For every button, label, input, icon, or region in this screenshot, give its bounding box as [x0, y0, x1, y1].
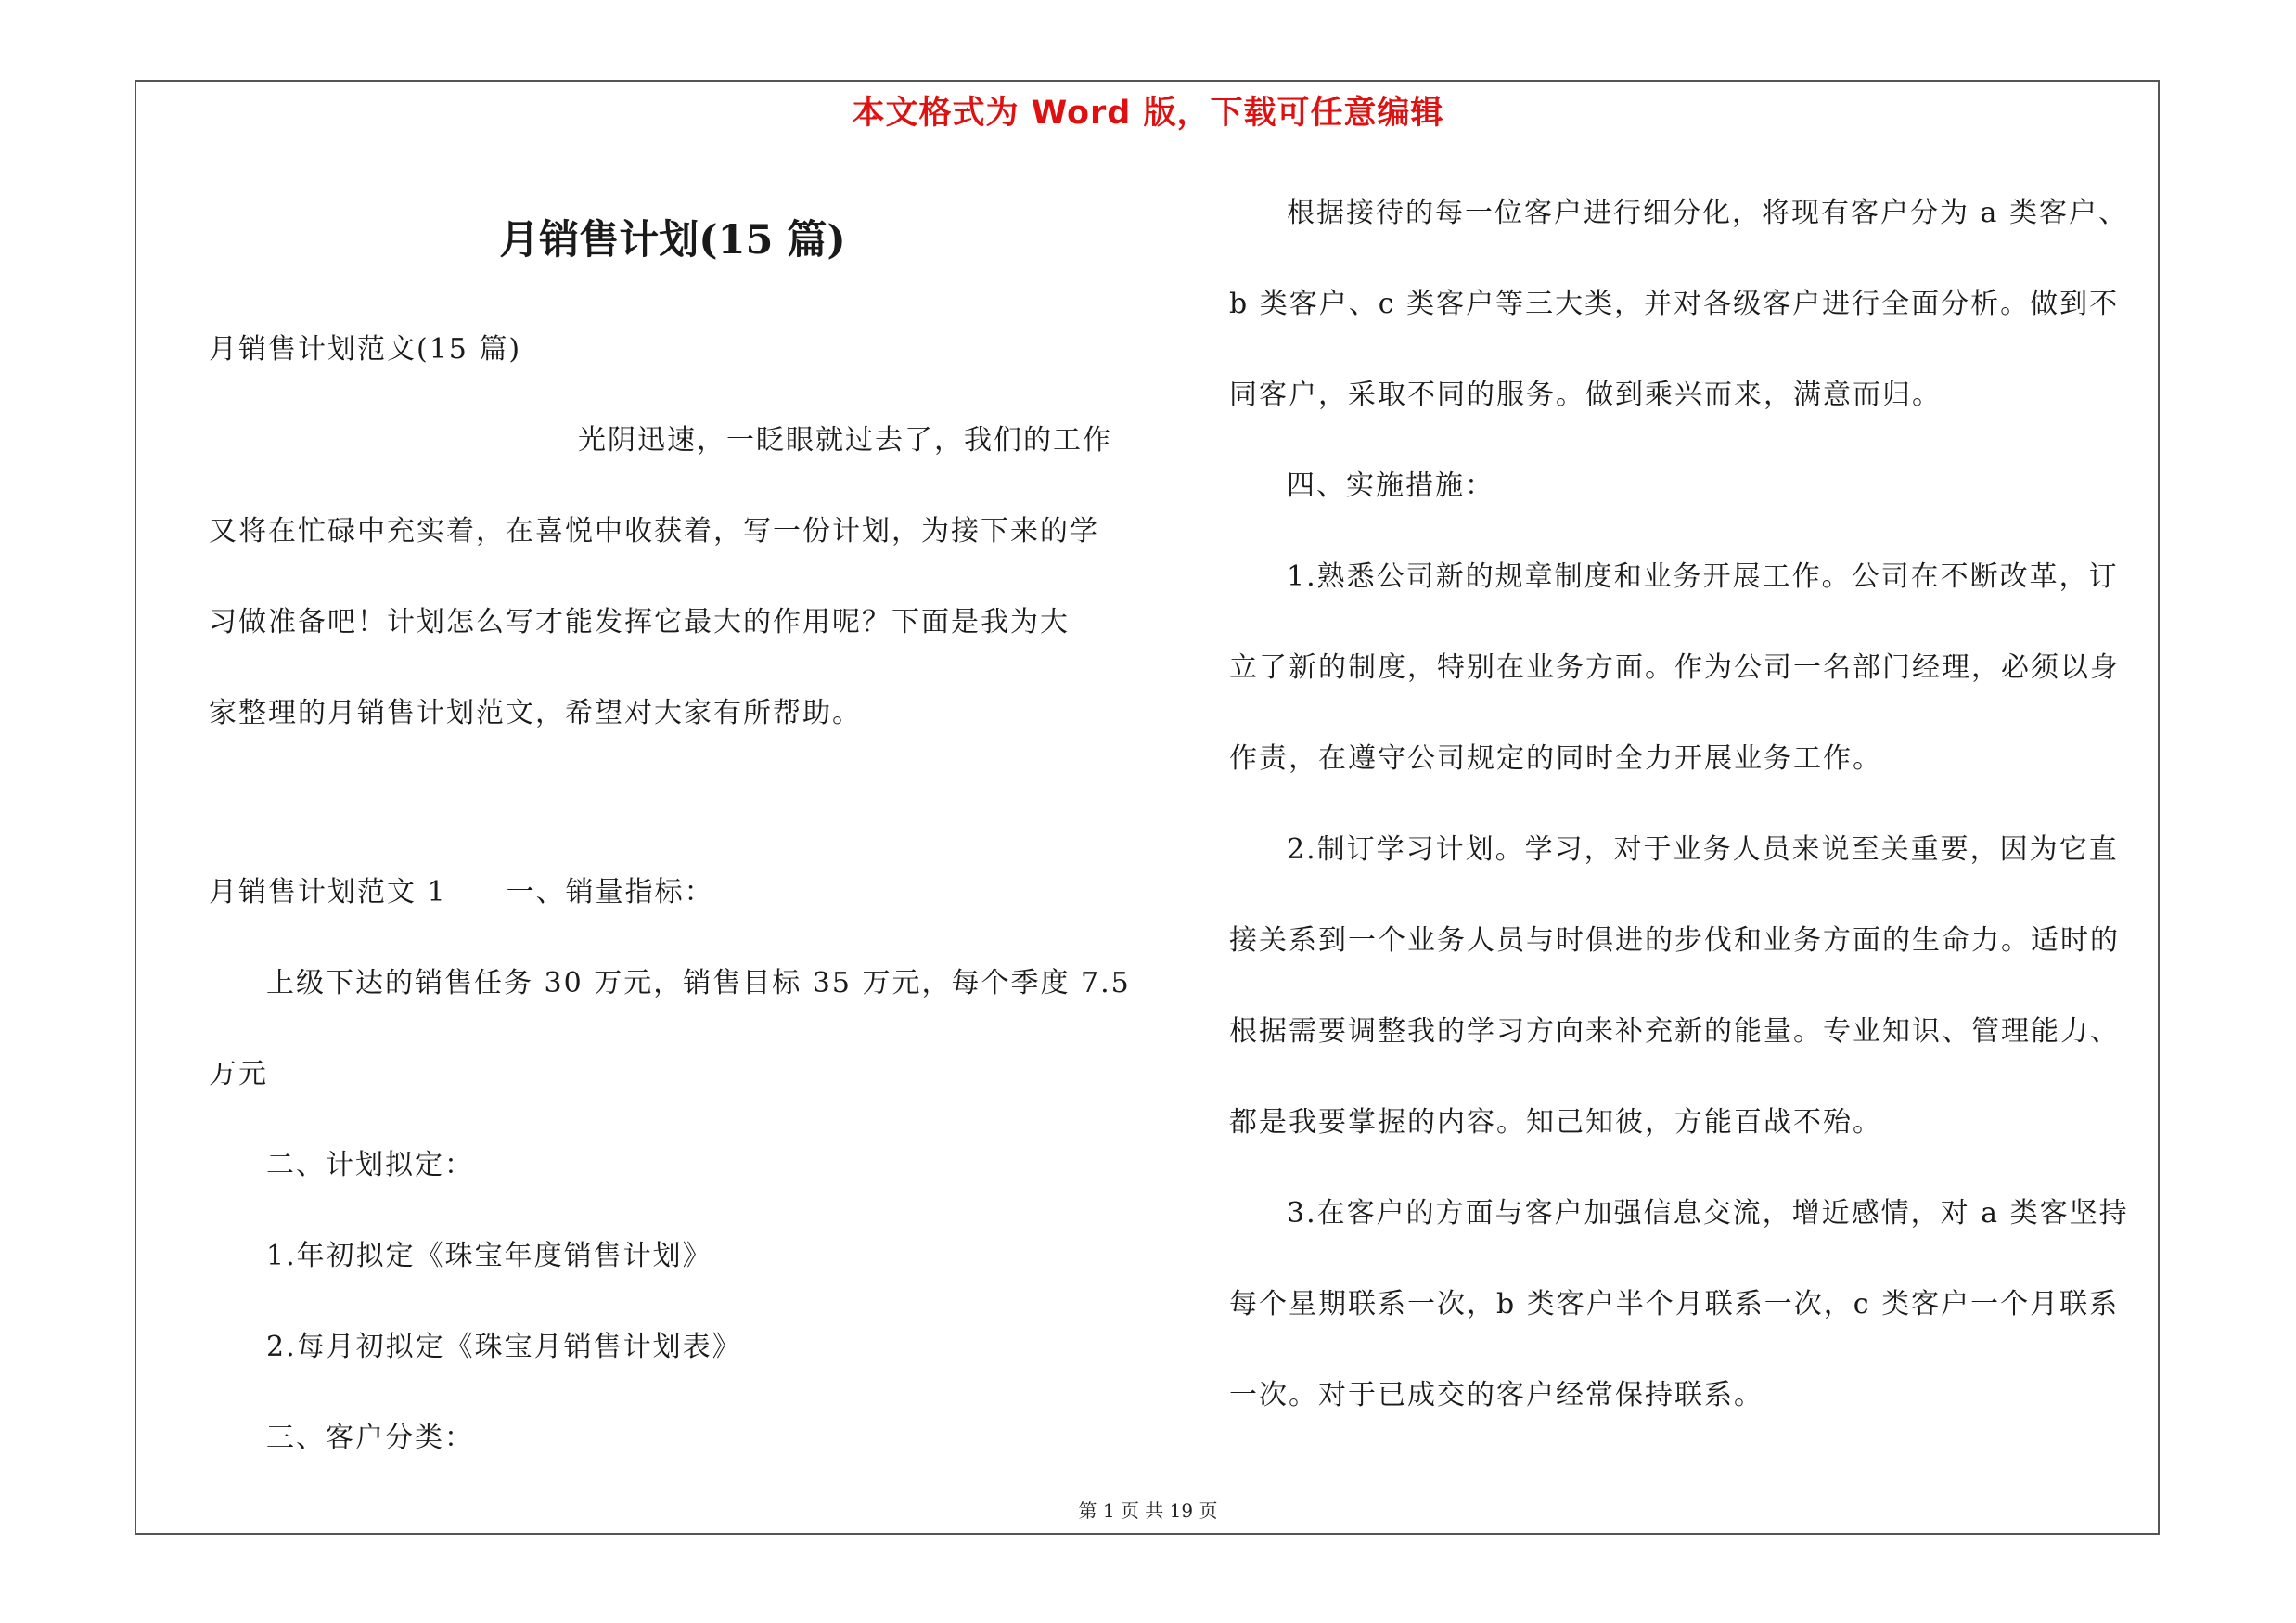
document-title: 月销售计划(15 篇) [499, 217, 846, 264]
paragraph-line: b 类客户、c 类客户等三大类，并对各级客户进行全面分析。做到不 [1229, 288, 2120, 320]
paragraph-line: 都是我要掌握的内容。知己知彼，方能百战不殆。 [1229, 1106, 1882, 1139]
subtitle-line: 月销售计划范文(15 篇) [209, 333, 522, 366]
page-number: 第 1 页 共 19 页 [1078, 1500, 1218, 1522]
paragraph-line: 家整理的月销售计划范文，希望对大家有所帮助。 [209, 697, 862, 729]
paragraph-line: 每个星期联系一次，b 类客户半个月联系一次，c 类客户一个月联系 [1229, 1288, 2120, 1320]
paragraph-line: 光阴迅速，一眨眼就过去了，我们的工作 [578, 424, 1112, 457]
list-item: 2.每月初拟定《珠宝月销售计划表》 [266, 1331, 742, 1363]
paragraph-line: 作责，在遵守公司规定的同时全力开展业务工作。 [1229, 742, 1882, 775]
paragraph-line: 万元 [209, 1058, 268, 1090]
list-item: 1.年初拟定《珠宝年度销售计划》 [266, 1240, 712, 1272]
section-heading: 二、计划拟定： [266, 1149, 474, 1181]
paragraph-line: 接关系到一个业务人员与时俱进的步伐和业务方面的生命力。适时的 [1229, 924, 2120, 957]
paragraph-line: 3.在客户的方面与客户加强信息交流，增近感情，对 a 类客坚持 [1287, 1197, 2129, 1230]
paragraph-line: 2.制订学习计划。学习，对于业务人员来说至关重要，因为它直 [1287, 833, 2119, 866]
format-banner: 本文格式为 Word 版，下载可任意编辑 [852, 95, 1444, 132]
paragraph-line: 习做准备吧！计划怎么写才能发挥它最大的作用呢？下面是我为大 [209, 606, 1070, 638]
section-heading: 四、实施措施： [1287, 470, 1494, 502]
paragraph-line: 上级下达的销售任务 30 万元，销售目标 35 万元，每个季度 7.5 [266, 967, 1131, 999]
paragraph-line: 一次。对于已成交的客户经常保持联系。 [1229, 1379, 1764, 1411]
section-heading: 三、客户分类： [266, 1422, 474, 1454]
paragraph-line: 根据需要调整我的学习方向来补充新的能量。专业知识、管理能力、 [1229, 1015, 2120, 1048]
paragraph-line: 根据接待的每一位客户进行细分化，将现有客户分为 a 类客户、 [1287, 197, 2128, 229]
paragraph-line: 立了新的制度，特别在业务方面。作为公司一名部门经理，必须以身 [1229, 651, 2120, 684]
paragraph-line: 又将在忙碌中充实着，在喜悦中收获着，写一份计划，为接下来的学 [209, 515, 1099, 547]
paragraph-line: 同客户，采取不同的服务。做到乘兴而来，满意而归。 [1229, 379, 1942, 411]
section-heading: 月销售计划范文 1 一、销量指标： [209, 876, 714, 908]
paragraph-line: 1.熟悉公司新的规章制度和业务开展工作。公司在不断改革，订 [1287, 560, 2119, 593]
